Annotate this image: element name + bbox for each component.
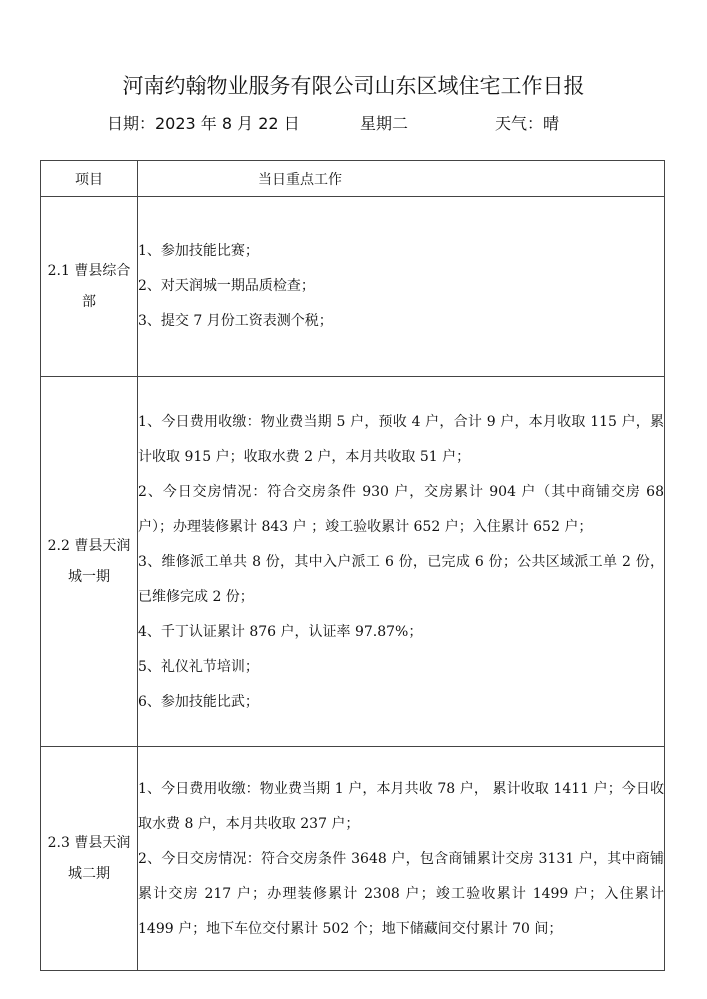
work-line: 2、对天润城一期品质检查；: [138, 278, 315, 294]
table-row: [41, 197, 665, 377]
header-item: 项目: [41, 161, 138, 197]
work-report-table: [40, 160, 665, 971]
work-line: 2、今日交房情况：符合交房条件 930 户，交房累计 904 户（其中商铺交房 68 户）；办理装修累计 843 户 ；竣工验收累计 652 户；入住累计 652 户；: [138, 484, 664, 535]
work-line: 2、今日交房情况：符合交房条件 3648 户，包含商铺累计交房 3131 户，其中商铺累计交房 217 户；办理装修累计 2308 户；竣工验收累计 1499 户；入住累计 1499 户；地下车位交付累计 502 个；地下储藏间交付累计 70 间；: [138, 851, 664, 937]
report-title: 河南约翰物业服务有限公司山东区域住宅工作日报: [122, 74, 585, 98]
table-header-row: [41, 161, 665, 197]
work-line: 1、参加技能比赛；: [138, 243, 259, 259]
work-line: 4、千丁认证累计 876 户，认证率 97.87%；: [138, 624, 423, 640]
section-label: 2.3 曹县天润城二期: [41, 747, 138, 971]
report-weekday: 星期二: [360, 114, 409, 133]
table-row: [41, 747, 665, 971]
report-date: 日期：2023 年 8 月 22 日: [107, 114, 300, 133]
section-work: [138, 377, 665, 747]
section-label: 2.1 曹县综合部: [41, 197, 138, 377]
header-work: 当日重点工作: [138, 161, 665, 197]
work-line: 5、礼仪礼节培训；: [138, 659, 259, 675]
work-line: 1、今日费用收缴：物业费当期 5 户，预收 4 户，合计 9 户，本月收取 115 户，累计收取 915 户；收取水费 2 户，本月共收取 51 户；: [138, 414, 664, 465]
report-weather: 天气：晴: [495, 114, 560, 133]
section-work: [138, 197, 665, 377]
section-work: [138, 747, 665, 971]
table-row: [41, 377, 665, 747]
work-line: 3、维修派工单共 8 份，其中入户派工 6 份，已完成 6 份；公共区域派工单 2 份，已维修完成 2 份；: [138, 554, 664, 605]
work-line: 3、提交 7 月份工资表测个税；: [138, 313, 333, 329]
section-label: 2.2 曹县天润城一期: [41, 377, 138, 747]
work-line: 6、参加技能比武；: [138, 694, 259, 710]
work-line: 1、今日费用收缴：物业费当期 1 户，本月共收 78 户， 累计收取 1411 户；今日收取水费 8 户，本月共收取 237 户；: [138, 781, 664, 832]
